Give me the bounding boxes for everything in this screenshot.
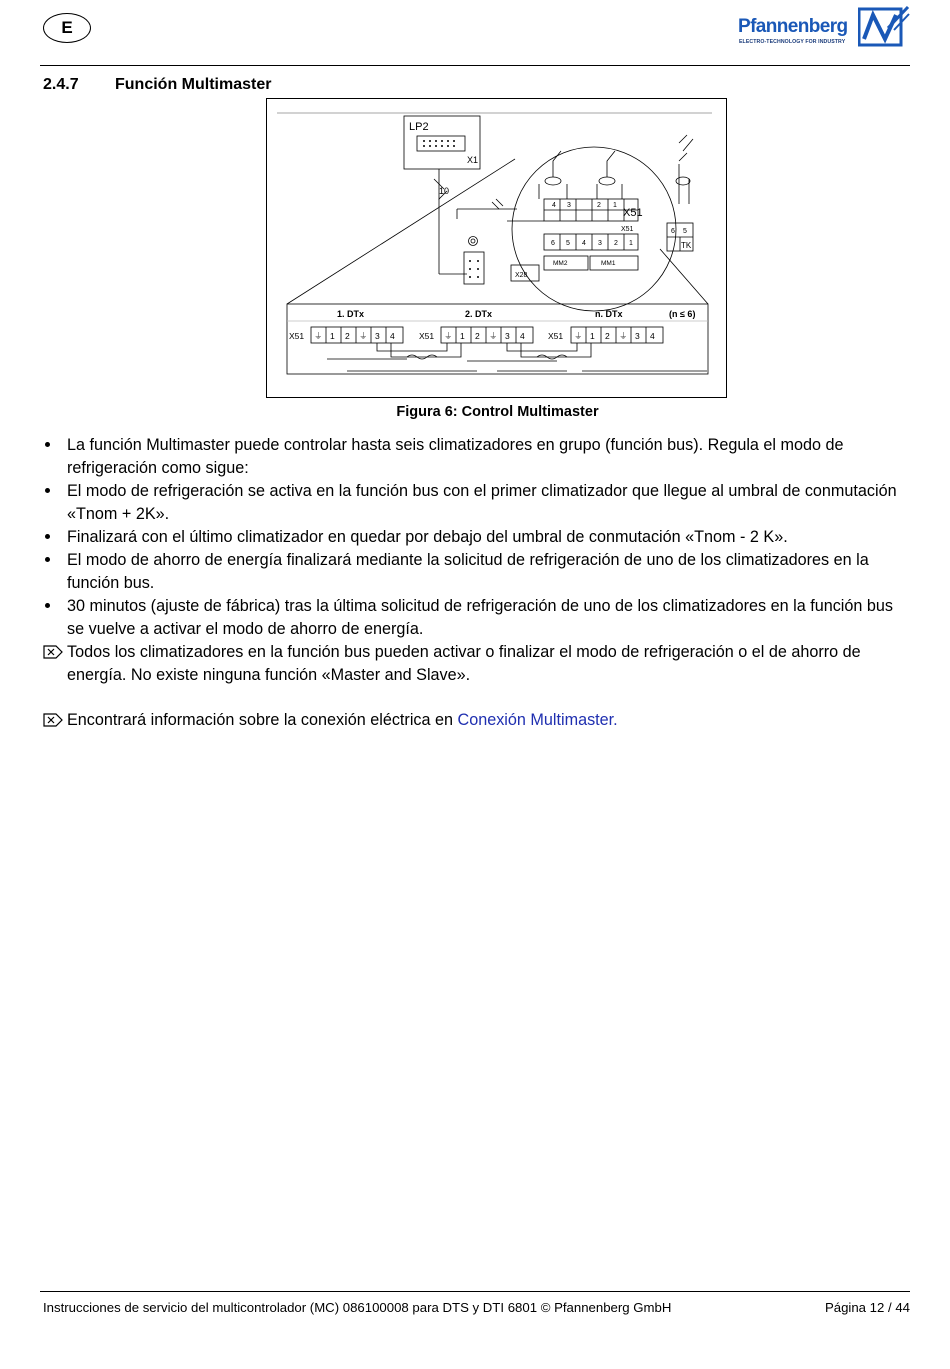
pin-c2-4: ⏚ bbox=[489, 331, 498, 341]
bullet-text: El modo de refrigeración se activa en la función bus con el primer climatizador que llegue al umbral de conmutación «Tnom + 2K». bbox=[67, 482, 897, 523]
label-tk: TK bbox=[681, 241, 692, 250]
unit2-label: 2. DTx bbox=[465, 309, 493, 319]
label-mm1: MM1 bbox=[601, 260, 616, 267]
section-number: 2.4.7 bbox=[43, 76, 79, 93]
bullet-text: El modo de ahorro de energía finalizará mediante la solicitud de refrigeración de uno de los climatizadores en la función bus. bbox=[67, 551, 869, 592]
pin-c1-5: 3 bbox=[375, 331, 380, 341]
pin-c2-2: 1 bbox=[460, 331, 465, 341]
conexion-multimaster-link[interactable]: Conexión Multimaster. bbox=[457, 711, 618, 729]
bullet-dot-icon bbox=[45, 442, 50, 447]
label-x51-small: X51 bbox=[621, 226, 634, 233]
top-terminal-3: 2 bbox=[597, 202, 601, 209]
pin-cn-3: 2 bbox=[605, 331, 610, 341]
note-item bbox=[43, 709, 913, 732]
bullet-item bbox=[43, 480, 913, 526]
top-terminal-4: 1 bbox=[613, 202, 617, 209]
pin-c2-6: 4 bbox=[520, 331, 525, 341]
bullet-text: 30 minutos (ajuste de fábrica) tras la última solicitud de refrigeración de uno de los climatizadores en la función bus se vuelve a activar el modo de ahorro de energía. bbox=[67, 597, 893, 638]
right-terminal-2: 5 bbox=[683, 228, 687, 235]
connector-n-label: X51 bbox=[548, 331, 564, 341]
figure-caption: Figura 6: Control Multimaster bbox=[396, 404, 599, 420]
unitn-label: n. DTx bbox=[595, 309, 623, 319]
bullet-dot-icon bbox=[45, 488, 50, 493]
bullet-item bbox=[43, 434, 913, 480]
pin-c1-4: ⏚ bbox=[359, 331, 368, 341]
pin-c2-5: 3 bbox=[505, 331, 510, 341]
bottom-terminal-1: 6 bbox=[551, 240, 555, 247]
pin-c1-3: 2 bbox=[345, 331, 350, 341]
unit-limit-label: (n ≤ 6) bbox=[669, 309, 696, 319]
label-x28: X28 bbox=[515, 272, 528, 279]
logo-name: Pfannenberg bbox=[738, 16, 848, 37]
pin-c2-1: ⏚ bbox=[444, 331, 453, 341]
company-logo bbox=[738, 6, 910, 48]
pin-cn-6: 4 bbox=[650, 331, 655, 341]
pin-c1-1: ⏚ bbox=[314, 331, 323, 341]
logo-tagline: ELECTRO-TECHNOLOGY FOR INDUSTRY bbox=[739, 39, 846, 45]
section-title: Función Multimaster bbox=[115, 76, 272, 93]
unit1-label: 1. DTx bbox=[337, 309, 365, 319]
language-badge: E bbox=[43, 13, 91, 43]
top-terminal-2: 3 bbox=[567, 202, 571, 209]
bullet-text: La función Multimaster puede controlar hasta seis climatizadores en grupo (función bus). Regula el modo de refrigeración como sigue: bbox=[67, 436, 844, 477]
bottom-terminal-4: 3 bbox=[598, 240, 602, 247]
top-terminal-1: 4 bbox=[552, 202, 556, 209]
pin-cn-4: ⏚ bbox=[619, 331, 628, 341]
bottom-terminal-5: 2 bbox=[614, 240, 618, 247]
bullet-item bbox=[43, 526, 913, 549]
bullet-item bbox=[43, 549, 913, 595]
logo-mark-icon bbox=[858, 6, 910, 48]
bullet-dot-icon bbox=[45, 557, 50, 562]
pin-c2-3: 2 bbox=[475, 331, 480, 341]
label-x1: X1 bbox=[467, 155, 479, 165]
connector-1-label: X51 bbox=[289, 331, 305, 341]
pin-c1-6: 4 bbox=[390, 331, 395, 341]
note-pointer-icon bbox=[43, 713, 63, 727]
label-x51-big: X51 bbox=[623, 207, 643, 219]
bottom-terminal-3: 4 bbox=[582, 240, 586, 247]
bullet-text: Finalizará con el último climatizador en quedar por debajo del umbral de conmutación «Tnom - 2 K». bbox=[67, 528, 788, 546]
pin-cn-2: 1 bbox=[590, 331, 595, 341]
label-ten: 10 bbox=[439, 186, 450, 196]
header-rule bbox=[40, 65, 910, 66]
note-text: Todos los climatizadores en la función bus pueden activar o finalizar el modo de refrigeración o el de ahorro de energía. No existe ninguna función «Master and Slave». bbox=[67, 643, 861, 684]
label-lp2: LP2 bbox=[409, 121, 429, 133]
note-pointer-icon bbox=[43, 645, 63, 659]
note-text: Encontrará información sobre la conexión eléctrica en bbox=[67, 711, 458, 729]
bullet-dot-icon bbox=[45, 534, 50, 539]
pin-c1-2: 1 bbox=[330, 331, 335, 341]
wiring-diagram bbox=[267, 99, 726, 397]
bullet-item bbox=[43, 595, 913, 641]
note-item bbox=[43, 641, 913, 687]
right-terminal-1: 6 bbox=[671, 228, 675, 235]
pin-cn-1: ⏚ bbox=[574, 331, 583, 341]
multimaster-wiring-figure bbox=[266, 98, 727, 398]
body-text bbox=[43, 434, 913, 732]
footer-page-number: Página 12 / 44 bbox=[824, 1300, 910, 1315]
footer-document-info: Instrucciones de servicio del multicontrolador (MC) 086100008 para DTS y DTI 6801 © Pfannenberg GmbH bbox=[43, 1300, 672, 1315]
bullet-dot-icon bbox=[45, 603, 50, 608]
label-mm2: MM2 bbox=[553, 260, 568, 267]
footer-rule bbox=[40, 1291, 910, 1292]
pin-cn-5: 3 bbox=[635, 331, 640, 341]
bottom-terminal-2: 5 bbox=[566, 240, 570, 247]
connector-2-label: X51 bbox=[419, 331, 435, 341]
bottom-terminal-6: 1 bbox=[629, 240, 633, 247]
